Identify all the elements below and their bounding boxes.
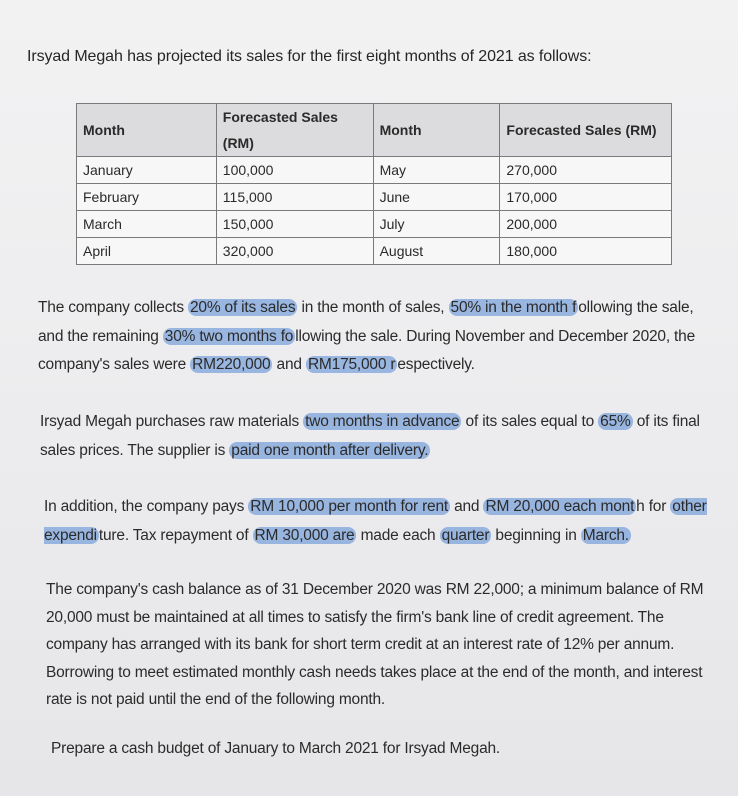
table-cell: 100,000 (216, 157, 373, 184)
highlight-mark: other expendi (44, 498, 707, 544)
table-cell: 320,000 (216, 238, 373, 265)
para-text: ollowing the sale, and the remaining (38, 299, 694, 345)
table-row (77, 157, 672, 184)
table-cell: May (373, 157, 500, 184)
highlight-mark: RM 20,000 each mont (485, 498, 635, 515)
highlight-mark: two months in advance (305, 413, 460, 430)
highlight-mark: RM175,000 r (307, 356, 396, 373)
sales-forecast-table (76, 103, 672, 265)
table-cell: April (77, 238, 217, 265)
purchases-paragraph (40, 408, 724, 465)
para-text: The company collects (38, 299, 189, 316)
table-cell: July (373, 211, 500, 238)
para-text: llowing the sale. During November and December 2020, the company's sales were (38, 327, 695, 373)
table-cell: June (373, 184, 500, 211)
highlight-mark: 65% (600, 413, 631, 430)
para-text: Irsyad Megah purchases raw materials (40, 413, 304, 430)
table-cell: 150,000 (216, 211, 373, 238)
table-cell: August (373, 238, 500, 265)
table-cell: March (77, 211, 217, 238)
table-row (77, 184, 672, 211)
para-text: of its final sales prices. The supplier is (40, 413, 700, 459)
para-text: of its sales equal to (461, 413, 599, 430)
para-text: made each (356, 526, 440, 544)
highlight-mark: March. (582, 526, 629, 544)
para-text: beginning in (491, 526, 581, 544)
highlight-mark: quarter (441, 526, 490, 544)
highlight-mark: 30% two months fo (164, 327, 294, 345)
table-cell: January (77, 157, 217, 184)
para-text: espectively. (397, 356, 475, 373)
highlight-mark: 50% in the month f (450, 299, 577, 316)
header-month-2: Month (373, 104, 500, 157)
header-month-1: Month (77, 104, 217, 157)
cash-balance-paragraph: The company's cash balance as of 31 December 2020 was RM 22,000; a minimum balance of RM 20,000 must be maintained at all times to satisfy the firm's bank line of credit agreement. The company has arranged with its bank for short term credit at an interest rate of 12% per annum. Borrowing to meet estimated monthly cash needs takes place at the end of the month, and interest rate is not paid until the end of the following month. (46, 581, 704, 708)
table-row (77, 238, 672, 265)
highlight-mark: RM220,000 (192, 356, 271, 373)
table-cell: 170,000 (500, 184, 672, 211)
header-forecast-2: Forecasted Sales (RM) (500, 104, 672, 157)
table-cell: February (77, 184, 217, 211)
table-cell: 200,000 (500, 211, 672, 238)
table-cell: 180,000 (500, 238, 672, 265)
para-text: in the month of sales, (297, 299, 449, 316)
table-cell: 270,000 (500, 157, 672, 184)
expenses-paragraph (44, 493, 724, 550)
highlight-mark: 20% of its sales (190, 299, 296, 316)
intro-text: Irsyad Megah has projected its sales for the first eight months of 2021 as follows: (27, 48, 592, 65)
task-instruction: Prepare a cash budget of January to March 2021 for Irsyad Megah. (51, 740, 501, 757)
para-text: h for (636, 498, 671, 515)
para-text: and (272, 356, 306, 373)
para-text: ture. Tax repayment of (98, 526, 253, 544)
table-header-row (77, 104, 672, 157)
header-forecast-1: Forecasted Sales (RM) (216, 104, 373, 157)
para-text: and (449, 498, 484, 515)
para-text: In addition, the company pays (44, 498, 249, 515)
table-row (77, 211, 672, 238)
table-cell: 115,000 (216, 184, 373, 211)
highlight-mark: RM 30,000 are (254, 526, 355, 544)
highlight-mark: paid one month after delivery. (231, 441, 429, 459)
collection-paragraph (38, 294, 722, 380)
highlight-mark: RM 10,000 per month for rent (250, 498, 448, 515)
